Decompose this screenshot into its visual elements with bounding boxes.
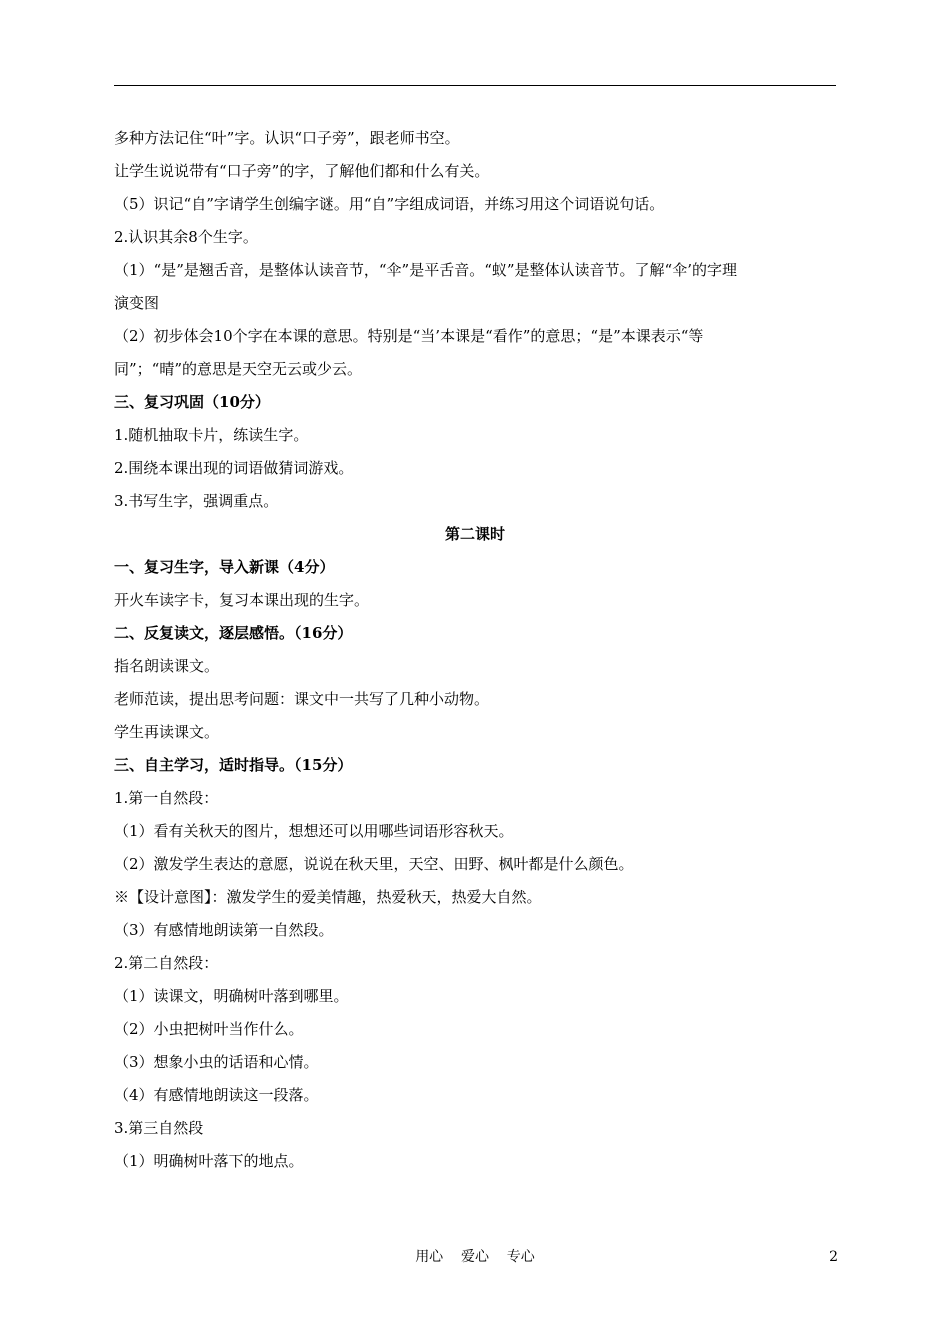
text-line: 开火车读字卡，复习本课出现的生字。 <box>114 591 370 609</box>
section-heading: 三、复习巩固（10分） <box>114 393 270 411</box>
text-line: 演变图 <box>114 294 160 312</box>
text-line: 2.认识其余8个生字。 <box>114 228 258 246</box>
header-rule <box>114 85 836 86</box>
text-line: ※【设计意图】：激发学生的爱美情趣，热爱秋天，热爱大自然。 <box>114 888 542 906</box>
text-line: （5）识记“自”字请学生创编字谜。用“自”字组成词语，并练习用这个词语说句话。 <box>114 195 665 213</box>
text-line: （2）激发学生表达的意愿，说说在秋天里，天空、田野、枫叶都是什么颜色。 <box>114 855 634 873</box>
text-line: （3）想象小虫的话语和心情。 <box>114 1053 319 1071</box>
text-line: 1.随机抽取卡片，练读生字。 <box>114 426 309 444</box>
text-line: 老师范读，提出思考问题：课文中一共写了几种小动物。 <box>114 690 490 708</box>
section-heading: 一、复习生字，导入新课（4分） <box>114 558 335 576</box>
text-line: 2.围绕本课出现的词语做猜词游戏。 <box>114 459 354 477</box>
text-line: （3）有感情地朗读第一自然段。 <box>114 921 334 939</box>
text-line: （1）“是”是翘舌音，是整体认读音节，“伞”是平舌音。“蚁”是整体认读音节。了解“伞’的字理 <box>114 261 737 279</box>
text-line: 同”；“晴”的意思是天空无云或少云。 <box>114 360 363 378</box>
text-line: 3.第三自然段 <box>114 1119 204 1137</box>
text-line: 指名朗读课文。 <box>114 657 220 675</box>
section-heading: 三、自主学习，适时指导。（15分） <box>114 756 353 774</box>
text-line: 1.第一自然段： <box>114 789 219 807</box>
text-line: （2）小虫把树叶当作什么。 <box>114 1020 304 1038</box>
text-line: （1）看有关秋天的图片，想想还可以用哪些词语形容秋天。 <box>114 822 514 840</box>
document-body <box>114 122 836 1178</box>
text-line: 让学生说说带有“口子旁”的字，了解他们都和什么有关。 <box>114 162 490 180</box>
text-line: 多种方法记住“叶”字。认识“口子旁”，跟老师书空。 <box>114 129 460 147</box>
text-line: （2）初步体会10个字在本课的意思。特别是“当’本课是“看作”的意思；“是”本课表示“等 <box>114 327 704 345</box>
text-line: 2.第二自然段： <box>114 954 219 972</box>
text-line: （4）有感情地朗读这一段落。 <box>114 1086 319 1104</box>
text-line: （1）明确树叶落下的地点。 <box>114 1152 304 1170</box>
text-line: （1）读课文，明确树叶落到哪里。 <box>114 987 349 1005</box>
page-number: 2 <box>829 1249 838 1265</box>
text-line: 学生再读课文。 <box>114 723 220 741</box>
section-heading: 二、反复读文，逐层感悟。（16分） <box>114 624 353 642</box>
footer-motto: 用心 爱心 专心 <box>415 1249 535 1265</box>
text-line: 3.书写生字，强调重点。 <box>114 492 279 510</box>
section-heading: 第二课时 <box>444 525 505 543</box>
